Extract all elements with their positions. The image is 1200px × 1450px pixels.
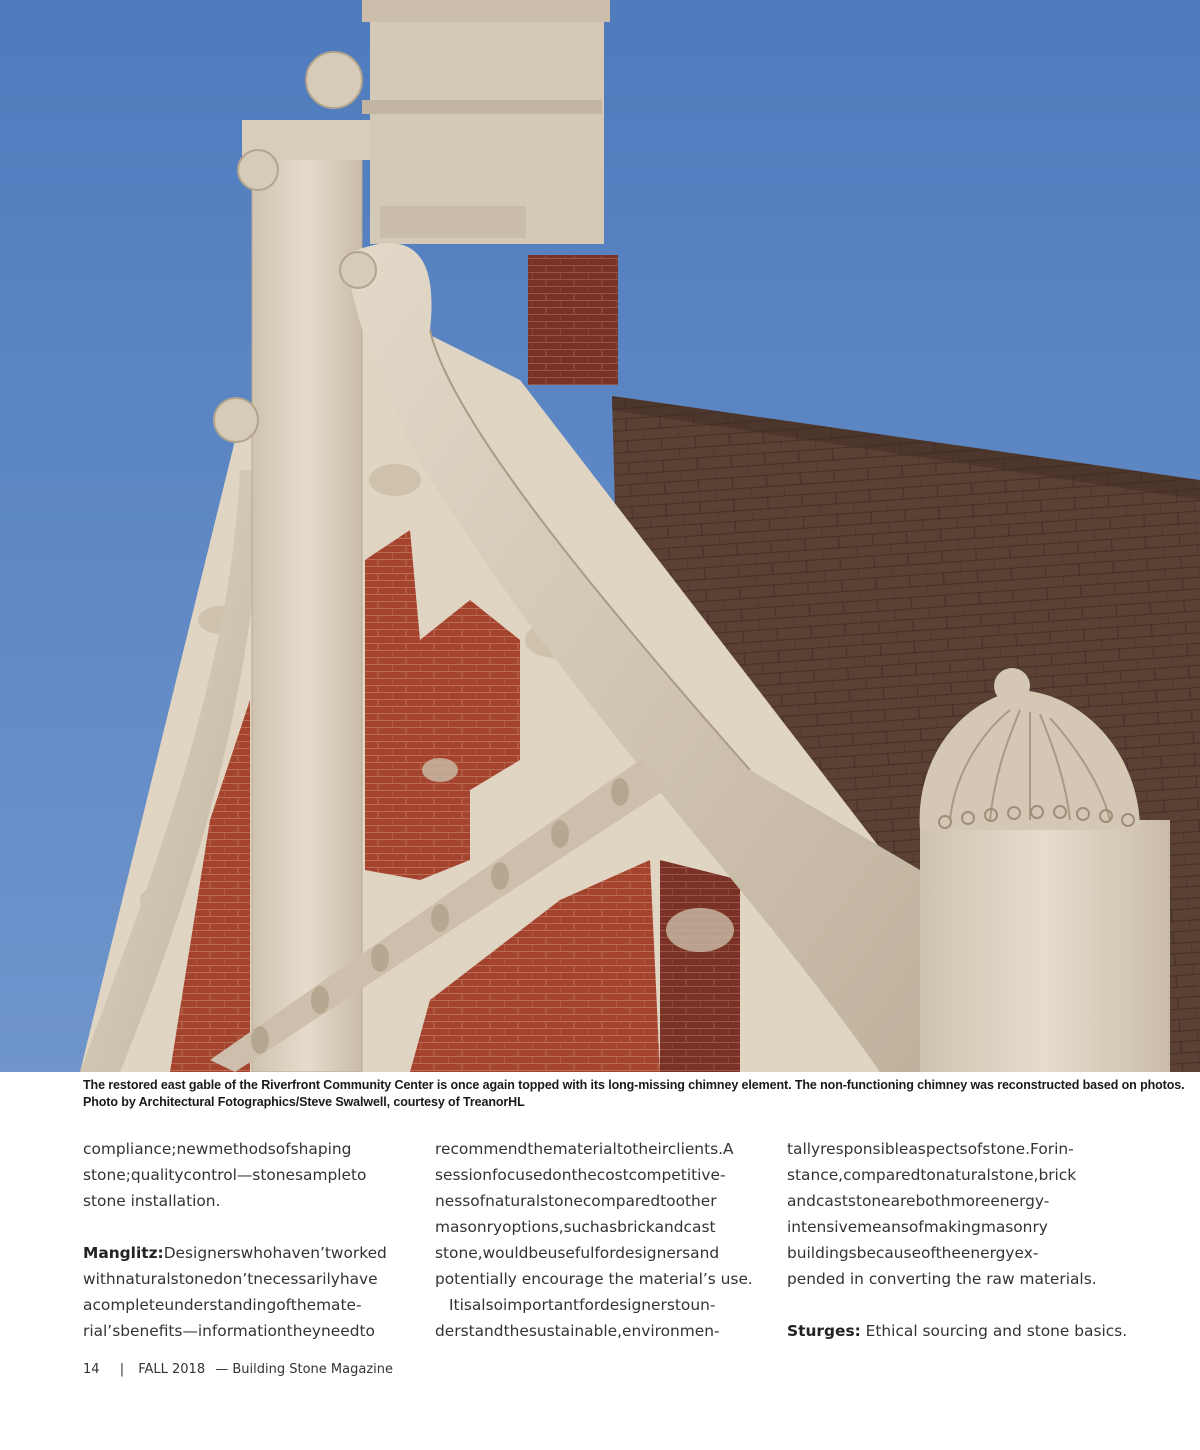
text-line: [435, 1136, 767, 1162]
word: energy-: [990, 1192, 1050, 1210]
word: stone: [847, 1192, 891, 1210]
word: intensive: [787, 1218, 858, 1236]
word: the: [290, 1296, 317, 1314]
text-line: [435, 1318, 767, 1344]
line-text: potentially encourage the material’s use.: [435, 1270, 753, 1288]
word: to: [920, 1166, 936, 1184]
text-line: [435, 1188, 767, 1214]
word: environmen-: [621, 1322, 720, 1340]
paragraph-gap: [787, 1292, 1119, 1318]
text-line: [787, 1240, 1119, 1266]
word: buildings: [787, 1244, 857, 1262]
word: they: [286, 1322, 322, 1340]
word: stone,: [990, 1166, 1039, 1184]
word: with: [83, 1270, 116, 1288]
word: benefits: [120, 1322, 183, 1340]
word: control: [183, 1166, 237, 1184]
paragraph-gap: [83, 1214, 415, 1240]
word: un-: [690, 1296, 716, 1314]
text-column-3: [787, 1136, 1128, 1344]
line-text: stone installation.: [83, 1192, 221, 1210]
word: who: [240, 1244, 273, 1262]
text-line: [83, 1240, 415, 1266]
speaker-name: Manglitz:: [83, 1244, 164, 1262]
word: shaping: [290, 1140, 352, 1158]
magazine-name: — Building Stone Magazine: [215, 1362, 393, 1377]
word: because: [856, 1244, 922, 1262]
word: stone: [170, 1270, 214, 1288]
word: the: [935, 1244, 961, 1262]
word: the: [571, 1166, 597, 1184]
word: is: [459, 1296, 472, 1314]
word: in-: [1054, 1140, 1074, 1158]
word: mate-: [316, 1296, 362, 1314]
word: stone: [540, 1192, 583, 1210]
word: of: [470, 1192, 486, 1210]
word: the: [527, 1140, 553, 1158]
word: such: [563, 1218, 600, 1236]
word: compared: [843, 1166, 921, 1184]
word: for: [579, 1296, 600, 1314]
word: and: [690, 1244, 720, 1262]
text-line: [435, 1214, 767, 1240]
text-line: [787, 1136, 1119, 1162]
footer-separator: |: [119, 1362, 125, 1377]
word: worked: [330, 1244, 387, 1262]
word: their: [632, 1140, 668, 1158]
word: natural: [485, 1192, 541, 1210]
word: A: [723, 1140, 734, 1158]
text-line: [787, 1318, 1128, 1344]
word: stone.: [982, 1140, 1031, 1158]
text-column-1: [83, 1136, 415, 1344]
word: ex-: [1014, 1244, 1039, 1262]
word: It: [449, 1296, 460, 1314]
text-line: [83, 1188, 415, 1214]
word: making: [923, 1218, 981, 1236]
word: stone;: [83, 1166, 131, 1184]
text-line: [435, 1266, 767, 1292]
text-line: [83, 1318, 415, 1344]
word: information: [197, 1322, 287, 1340]
word: compliance;: [83, 1140, 177, 1158]
page-number: 14: [83, 1362, 100, 1377]
word: —: [236, 1166, 253, 1184]
text-line: [83, 1162, 415, 1188]
word: important: [503, 1296, 580, 1314]
text-line: [787, 1214, 1119, 1240]
word: recommend: [435, 1140, 528, 1158]
word: competitive-: [628, 1166, 726, 1184]
word: need: [321, 1322, 360, 1340]
word: haven’t: [272, 1244, 331, 1262]
word: to: [660, 1192, 676, 1210]
text-line: [435, 1162, 767, 1188]
word: masonry: [980, 1218, 1048, 1236]
word: cast: [815, 1192, 848, 1210]
photo-caption: [83, 1077, 1185, 1111]
word: focused: [491, 1166, 553, 1184]
word: of: [908, 1218, 924, 1236]
word: —: [182, 1322, 198, 1340]
word: of: [275, 1140, 291, 1158]
word: means: [857, 1218, 909, 1236]
word: designers: [599, 1296, 675, 1314]
word: stance,: [787, 1166, 844, 1184]
word: necessarily: [253, 1270, 340, 1288]
word: both: [915, 1192, 951, 1210]
word: natural: [115, 1270, 171, 1288]
text-column-2: [435, 1136, 767, 1344]
word: responsible: [820, 1140, 909, 1158]
text-line: [435, 1292, 767, 1318]
word: are: [890, 1192, 916, 1210]
word: session: [435, 1166, 492, 1184]
line-text: pended in converting the raw materials.: [787, 1270, 1097, 1288]
word: cost: [596, 1166, 629, 1184]
word: on: [552, 1166, 572, 1184]
word: useful: [547, 1244, 595, 1262]
word: also: [471, 1296, 504, 1314]
word: have: [339, 1270, 378, 1288]
word: cast: [683, 1218, 716, 1236]
word: as: [599, 1218, 618, 1236]
word: and: [787, 1192, 816, 1210]
word: stone,: [435, 1244, 483, 1262]
word: to: [616, 1140, 633, 1158]
issue-label: FALL 2018: [138, 1362, 206, 1377]
word: sustainable,: [528, 1322, 622, 1340]
word: compared: [582, 1192, 661, 1210]
caption-credit: Photo by Architectural Fotographics/Steve Swalwell, courtesy of TreanorHL: [83, 1095, 525, 1109]
word: ness: [435, 1192, 471, 1210]
word: tally: [787, 1140, 821, 1158]
word: natural: [935, 1166, 991, 1184]
word: of: [276, 1296, 291, 1314]
word: material: [552, 1140, 617, 1158]
text-line: [435, 1240, 767, 1266]
text-line: [787, 1188, 1119, 1214]
word: brick: [617, 1218, 655, 1236]
word: to: [350, 1166, 367, 1184]
speaker-name: Sturges:: [787, 1322, 861, 1340]
word: clients.: [667, 1140, 724, 1158]
word: energy: [960, 1244, 1015, 1262]
word: For: [1030, 1140, 1055, 1158]
word: Designers: [163, 1244, 241, 1262]
word: stone: [252, 1166, 295, 1184]
word: rial’s: [83, 1322, 121, 1340]
word: more: [950, 1192, 991, 1210]
word: to: [359, 1322, 375, 1340]
word: aspects: [908, 1140, 968, 1158]
word: sample: [295, 1166, 351, 1184]
word: a: [83, 1296, 93, 1314]
word: new: [176, 1140, 209, 1158]
word: brick: [1038, 1166, 1077, 1184]
text-line: [83, 1136, 415, 1162]
word: options,: [502, 1218, 564, 1236]
text-line: [83, 1292, 415, 1318]
word: for: [594, 1244, 616, 1262]
word: don’t: [213, 1270, 254, 1288]
text-line: [787, 1162, 1119, 1188]
word: designers: [615, 1244, 691, 1262]
line-text: Ethical sourcing and stone basics.: [860, 1322, 1128, 1340]
word: derstand: [435, 1322, 504, 1340]
word: the: [503, 1322, 529, 1340]
text-line: [83, 1266, 415, 1292]
word: to: [674, 1296, 691, 1314]
word: of: [967, 1140, 983, 1158]
word: other: [675, 1192, 717, 1210]
text-line: [787, 1266, 1119, 1292]
word: would: [482, 1244, 529, 1262]
word: of: [921, 1244, 936, 1262]
word: and: [654, 1218, 684, 1236]
caption-line: The restored east gable of the Riverfront Community Center is once again topped with its long-missing chimney element. The non-functioning chimney was reconstructed based on photos.: [83, 1078, 1185, 1092]
word: understanding: [164, 1296, 277, 1314]
word: be: [528, 1244, 548, 1262]
word: methods: [208, 1140, 276, 1158]
page-footer: [83, 1362, 399, 1377]
word: quality: [130, 1166, 184, 1184]
word: complete: [92, 1296, 165, 1314]
word: masonry: [435, 1218, 503, 1236]
